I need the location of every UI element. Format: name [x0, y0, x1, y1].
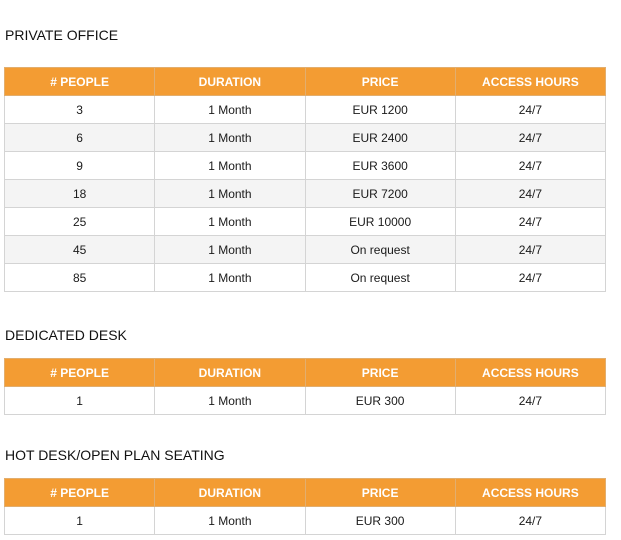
table-row: [5, 236, 606, 264]
table-row: [5, 152, 606, 180]
column-header-duration: DURATION: [155, 359, 305, 387]
cell-price: EUR 10000: [305, 208, 455, 236]
section-title-hot-desk: HOT DESK/OPEN PLAN SEATING: [5, 447, 225, 463]
column-header-price: PRICE: [305, 479, 455, 507]
cell-price: EUR 300: [305, 507, 455, 535]
pricing-table-private-office: [4, 67, 606, 292]
cell-duration: 1 Month: [155, 387, 305, 415]
cell-people: 9: [5, 152, 155, 180]
cell-people: 1: [5, 387, 155, 415]
cell-price: On request: [305, 264, 455, 292]
cell-duration: 1 Month: [155, 152, 305, 180]
table-row: [5, 264, 606, 292]
cell-price: On request: [305, 236, 455, 264]
table-row: [5, 387, 606, 415]
cell-access-hours: 24/7: [455, 152, 605, 180]
cell-access-hours: 24/7: [455, 208, 605, 236]
cell-people: 85: [5, 264, 155, 292]
cell-people: 25: [5, 208, 155, 236]
cell-price: EUR 2400: [305, 124, 455, 152]
column-header-price: PRICE: [305, 359, 455, 387]
cell-price: EUR 3600: [305, 152, 455, 180]
cell-people: 1: [5, 507, 155, 535]
column-header-people: # PEOPLE: [5, 359, 155, 387]
cell-duration: 1 Month: [155, 208, 305, 236]
cell-duration: 1 Month: [155, 507, 305, 535]
column-header-duration: DURATION: [155, 68, 305, 96]
table-row: [5, 180, 606, 208]
table-header-row: [5, 479, 606, 507]
column-header-people: # PEOPLE: [5, 479, 155, 507]
cell-price: EUR 7200: [305, 180, 455, 208]
cell-access-hours: 24/7: [455, 124, 605, 152]
cell-access-hours: 24/7: [455, 387, 605, 415]
column-header-access-hours: ACCESS HOURS: [455, 479, 605, 507]
pricing-table-dedicated-desk: [4, 358, 606, 415]
cell-people: 45: [5, 236, 155, 264]
cell-duration: 1 Month: [155, 236, 305, 264]
cell-access-hours: 24/7: [455, 507, 605, 535]
cell-people: 3: [5, 96, 155, 124]
column-header-price: PRICE: [305, 68, 455, 96]
cell-people: 6: [5, 124, 155, 152]
cell-price: EUR 300: [305, 387, 455, 415]
column-header-access-hours: ACCESS HOURS: [455, 68, 605, 96]
table-header-row: [5, 359, 606, 387]
cell-access-hours: 24/7: [455, 96, 605, 124]
column-header-access-hours: ACCESS HOURS: [455, 359, 605, 387]
cell-people: 18: [5, 180, 155, 208]
column-header-people: # PEOPLE: [5, 68, 155, 96]
section-title-private-office: PRIVATE OFFICE: [5, 27, 119, 43]
cell-duration: 1 Month: [155, 96, 305, 124]
table-row: [5, 124, 606, 152]
cell-duration: 1 Month: [155, 124, 305, 152]
section-title-dedicated-desk: DEDICATED DESK: [5, 327, 127, 343]
cell-duration: 1 Month: [155, 180, 305, 208]
cell-duration: 1 Month: [155, 264, 305, 292]
table-row: [5, 96, 606, 124]
cell-access-hours: 24/7: [455, 236, 605, 264]
table-row: [5, 208, 606, 236]
column-header-duration: DURATION: [155, 479, 305, 507]
pricing-table-hot-desk: [4, 478, 606, 535]
cell-price: EUR 1200: [305, 96, 455, 124]
table-header-row: [5, 68, 606, 96]
table-row: [5, 507, 606, 535]
cell-access-hours: 24/7: [455, 180, 605, 208]
cell-access-hours: 24/7: [455, 264, 605, 292]
